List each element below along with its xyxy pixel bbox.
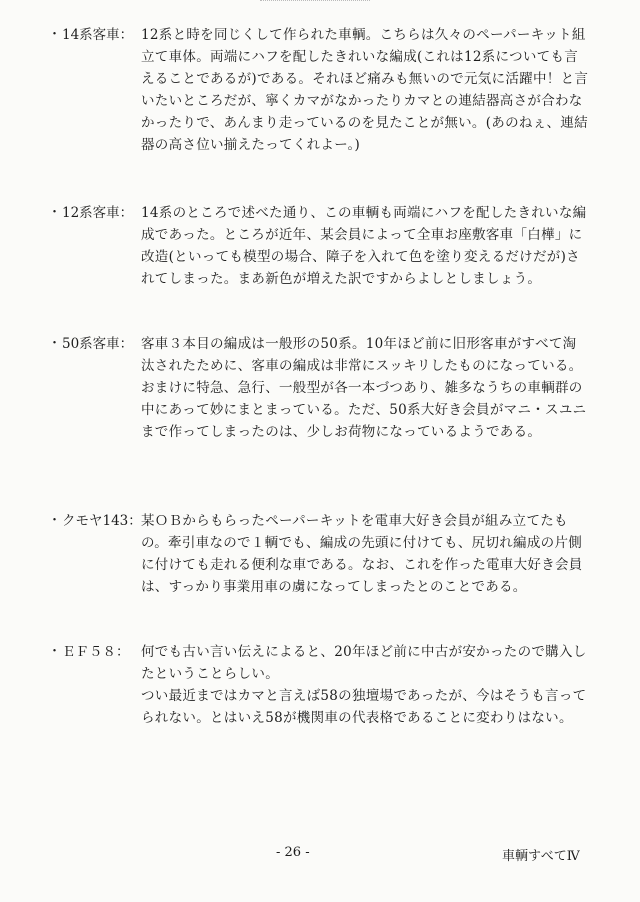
entry-paragraph: 12系と時を同じくして作られた車輌。こちらは久々のペーパーキット組立て車体。両端にハフを配したきれいな編成(これは12系についても言えることであるが)である。それほど痛みも無いので元気に活躍中！と言いたいところだが、寧くカマがなかったりカマとの連結器高さが合わなかったりで、あんまり走っているのを見たことが無い。(あのねぇ、連結器の高さ位い揃えたってくれよー。) — [141, 27, 589, 153]
entry-term: 50系客車： — [62, 336, 134, 352]
scan-artifact — [260, 0, 370, 5]
entry-body — [141, 202, 589, 290]
entry-paragraph: 14系のところで述べた通り、この車輌も両端にハフを配したきれいな編成であった。ところが近年、某会員によって全車お座敷客車「白樺」に改造(といっても模型の場合、障子を入れて色を塗り変えるだけだが)されてしまった。まあ新色が増えた訳ですからよしとしましょう。 — [141, 205, 587, 287]
entry-paragraph: つい最近まではカマと言えば58の独壇場であったが、今はそうも言ってられない。とはいえ58が機関車の代表格であることに変わりはない。 — [141, 688, 587, 726]
entry-paragraph: 客車３本目の編成は一般形の50系。10年ほど前に旧形客車がすべて淘汰されたために、客車の編成は非常にスッキリしたものになっている。 — [141, 336, 583, 374]
entry-body — [141, 24, 589, 156]
bullet: ・ — [48, 644, 62, 659]
entry-term: 12系客車： — [62, 205, 134, 221]
page-number: - 26 - — [276, 845, 310, 860]
bullet: ・ — [48, 336, 62, 351]
bullet: ・ — [48, 205, 62, 220]
entry-paragraph: 何でも古い言い伝えによると、20年ほど前に中古が安かったので購入したということらしい。 — [141, 644, 587, 682]
entry-body — [141, 510, 589, 598]
section-title: 車輌すべてⅣ — [502, 849, 580, 864]
entry-body — [141, 641, 589, 729]
entry-paragraph: 某ＯＢからもらったペーパーキットを電車大好き会員が組み立てたもの。牽引車なので１輌でも、編成の先頭に付けても、尻切れ編成の片側に付けても走れる便利な車である。なお、これを作った電車大好き会員は、すっかり事業用車の虜になってしまったとのことである。 — [141, 513, 583, 595]
entry-term: クモヤ143： — [62, 513, 142, 529]
bullet: ・ — [48, 513, 62, 528]
entry-body — [141, 333, 589, 443]
entry-term: 14系客車： — [62, 27, 134, 43]
entry-paragraph: おまけに特急、急行、一般型が各一本づつあり、雑多なうちの車輌群の中にあって妙にまとまっている。ただ、50系大好き会員がマニ・スユニまで作ってしまったのは、少しお荷物になっているようである。 — [141, 380, 587, 440]
entry-term: ＥＦ５８： — [62, 644, 130, 660]
bullet: ・ — [48, 27, 62, 42]
